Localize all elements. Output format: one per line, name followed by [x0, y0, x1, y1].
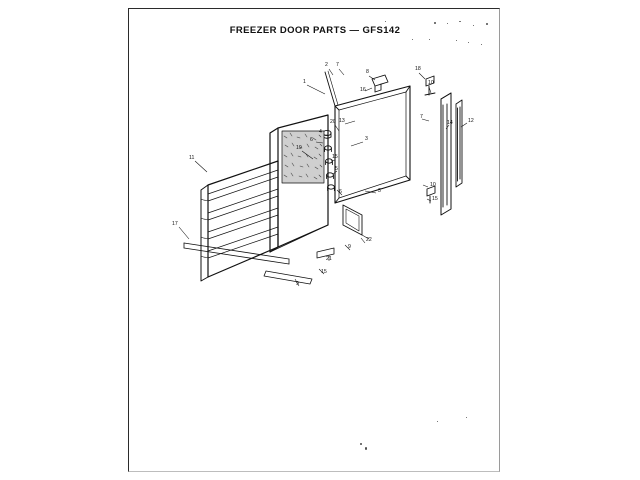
callout-number: 15 [321, 269, 327, 275]
callout-number: 6 [339, 189, 342, 195]
page-margin-left [0, 0, 128, 480]
callout-number: 6 [310, 137, 313, 143]
callout-number: 7 [420, 114, 423, 120]
callout-number: 2 [325, 62, 328, 68]
parts-illustration [129, 9, 501, 473]
callout-number: 16 [360, 87, 366, 93]
callout-number: 4 [319, 129, 322, 135]
callout-number: 22 [366, 237, 372, 243]
callout-number: 1 [303, 79, 306, 85]
page-title: FREEZER DOOR PARTS — GFS142 [229, 25, 401, 36]
callout-number: 11 [189, 155, 195, 161]
callout-number: 12 [468, 118, 474, 124]
callout-number: 10 [430, 182, 436, 188]
callout-number: 7 [336, 62, 339, 68]
callout-number: 21 [326, 256, 332, 262]
callout-number: 9 [296, 281, 299, 287]
callout-number: 5 [335, 166, 338, 172]
callout-number: 14 [447, 120, 453, 126]
callout-number: 3 [365, 136, 368, 142]
callout-number: 15 [432, 196, 438, 202]
callout-number: 17 [172, 221, 178, 227]
callout-number: 9 [348, 244, 351, 250]
callout-number: 15 [332, 154, 338, 160]
callout-number: 18 [415, 66, 421, 72]
callout-number: 19 [296, 145, 302, 151]
page-margin-right [500, 0, 640, 480]
callout-number: 8 [366, 69, 369, 75]
callout-number: 10 [428, 80, 434, 86]
callout-number: 13 [339, 118, 345, 124]
callout-number: 20 [330, 119, 336, 125]
scanned-page [128, 8, 500, 472]
callout-number: 3 [378, 188, 381, 194]
